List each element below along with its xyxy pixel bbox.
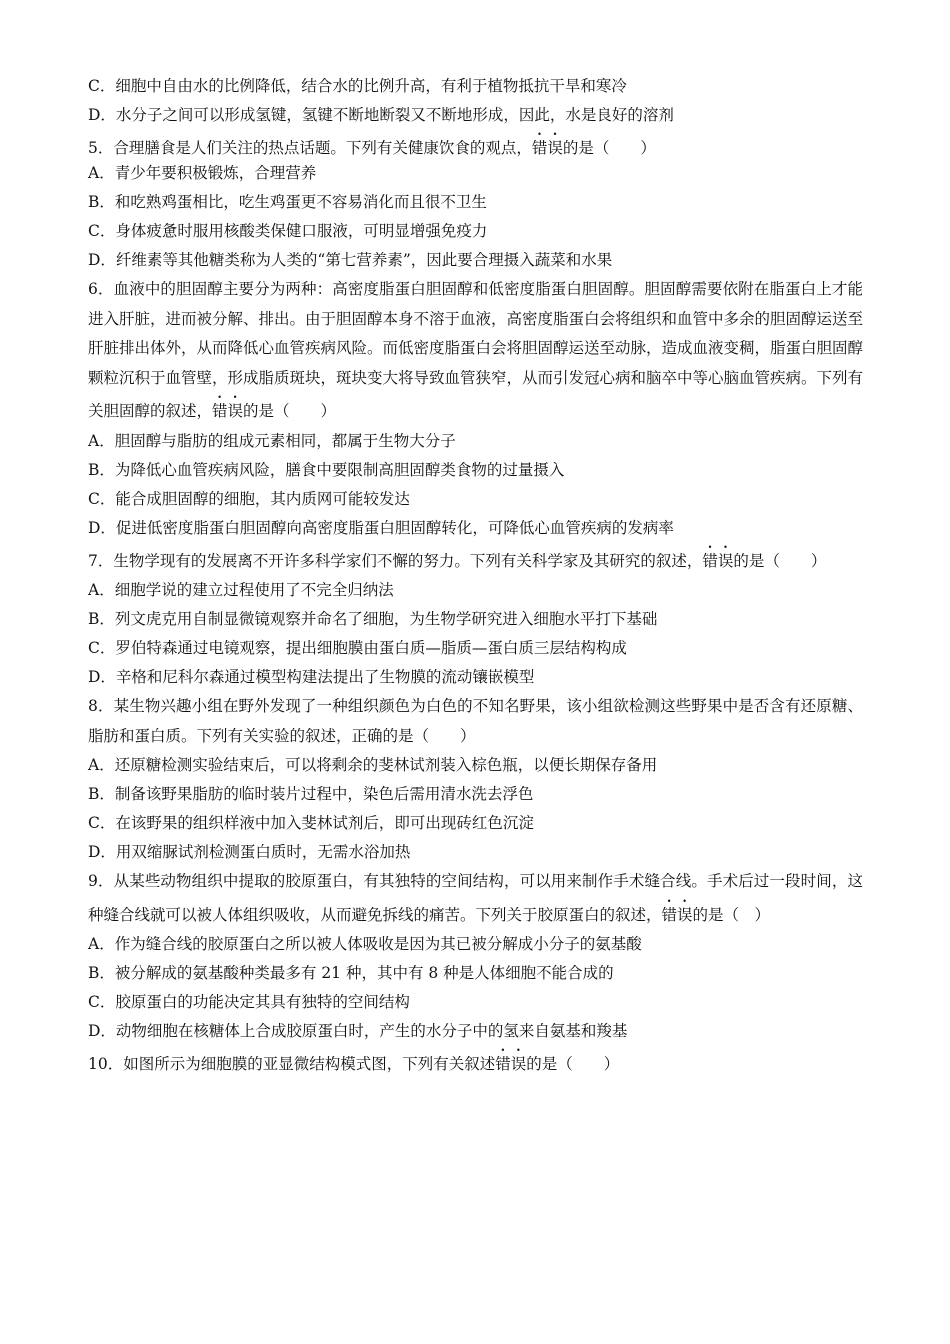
- option-a: A．作为缝合线的胶原蛋白之所以被人体吸收是因为其已被分解成小分子的氨基酸: [88, 935, 642, 953]
- option-d: D．促进低密度脂蛋白胆固醇向高密度脂蛋白胆固醇转化，可降低心血管疾病的发病率: [88, 518, 674, 537]
- option-d: D．辛格和尼科尔森通过模型构建法提出了生物膜的流动镶嵌模型: [88, 668, 535, 686]
- question-8: [88, 692, 863, 867]
- question-stem: 7．生物学现有的发展离不开许多科学家们不懈的努力。下列有关科学家及其研究的叙述，错误的是（ ）: [88, 551, 827, 570]
- option-d: D．纤维素等其他糖类称为人类的“第七营养素”，因此要合理摄入蔬菜和水果: [88, 251, 613, 269]
- question-stem: 6．血液中的胆固醇主要分为两种：高密度脂蛋白胆固醇和低密度脂蛋白胆固醇。胆固醇需要依附在脂蛋白上才能进入肝脏，进而被分解、排出。由于胆固醇本身不溶于血液，高密度脂蛋白会将组织和血管中多余的胆固醇运送至肝脏排出体外，从而降低心血管疾病风险。而低密度脂蛋白会将胆固醇运送至动脉，造成血液变稠，脂蛋白胆固醇颗粒沉积于血管壁，形成脂质斑块，斑块变大将导致血管狭窄，从而引发冠心病和脑卒中等心脑血管疾病。下列有关胆固醇的叙述，错误的是（ ）: [88, 280, 864, 420]
- option-c: C．在该野果的组织样液中加入斐林试剂后，即可出现砖红色沉淀: [88, 814, 534, 832]
- option-b: B．和吃熟鸡蛋相比，吃生鸡蛋更不容易消化而且很不卫生: [88, 193, 487, 211]
- emphasis-text: 错误: [212, 402, 244, 420]
- option-a: A．青少年要积极锻炼，合理营养: [88, 164, 317, 182]
- emphasis-text: 错误: [495, 1055, 527, 1073]
- emphasis-text: 错误: [531, 139, 563, 157]
- emphasis-text: 错误: [702, 551, 734, 570]
- emphasis-text: 错误: [661, 905, 693, 924]
- question-stem: 10．如图所示为细胞膜的亚显微结构模式图，下列有关叙述错误的是（ ）: [88, 1055, 620, 1073]
- option-a: A．还原糖检测实验结束后，可以将剩余的斐林试剂装入棕色瓶，以便长期保存备用: [88, 756, 658, 774]
- option-c: C．能合成胆固醇的细胞，其内质网可能较发达: [88, 489, 410, 508]
- option-b: B．列文虎克用自制显微镜观察并命名了细胞，为生物学研究进入细胞水平打下基础: [88, 610, 658, 628]
- question-10: [88, 1046, 863, 1075]
- option-c: C．罗伯特森通过电镜观察，提出细胞膜由蛋白质—脂质—蛋白质三层结构构成: [88, 639, 627, 657]
- question-7: [88, 543, 863, 693]
- option-b: B．被分解成的氨基酸种类最多有 21 种，其中有 8 种是人体细胞不能合成的: [88, 964, 614, 982]
- option-c: C．胶原蛋白的功能决定其具有独特的空间结构: [88, 993, 410, 1011]
- option-d: D．动物细胞在核糖体上合成胶原蛋白时，产生的水分子中的氢来自氨基和羧基: [88, 1022, 628, 1040]
- exam-page: [88, 72, 863, 1075]
- question-stem: 5．合理膳食是人们关注的热点话题。下列有关健康饮食的观点，错误的是（ ）: [88, 139, 656, 157]
- option-line: D．水分子之间可以形成氢键，氢键不断地断裂又不断地形成，因此，水是良好的溶剂: [88, 106, 674, 124]
- question-6: [88, 275, 863, 543]
- option-line: C．细胞中自由水的比例降低，结合水的比例升高，有利于植物抵抗干旱和寒冷: [88, 77, 627, 95]
- option-d: D．用双缩脲试剂检测蛋白质时，无需水浴加热: [88, 843, 411, 861]
- question-9: [88, 867, 863, 1046]
- option-b: B．制备该野果脂肪的临时装片过程中，染色后需用清水洗去浮色: [88, 785, 534, 803]
- option-a: A．胆固醇与脂肪的组成元素相同，都属于生物大分子: [88, 431, 456, 450]
- option-a: A．细胞学说的建立过程使用了不完全归纳法: [88, 581, 394, 599]
- question-stem: 8．某生物兴趣小组在野外发现了一种组织颜色为白色的不知名野果，该小组欲检测这些野果中是否含有还原糖、脂肪和蛋白质。下列有关实验的叙述，正确的是（ ）: [88, 697, 863, 745]
- question-5: [88, 130, 863, 275]
- question-stem: 9．从某些动物组织中提取的胶原蛋白，有其独特的空间结构，可以用来制作手术缝合线。手术后过一段时间，这种缝合线就可以被人体组织吸收，从而避免拆线的痛苦。下列关于胶原蛋白的叙述，错误的是（ ）: [88, 872, 863, 924]
- option-b: B．为降低心血管疾病风险，膳食中要限制高胆固醇类食物的过量摄入: [88, 460, 565, 479]
- option-c: C．身体疲惫时服用核酸类保健口服液，可明显增强免疫力: [88, 222, 488, 240]
